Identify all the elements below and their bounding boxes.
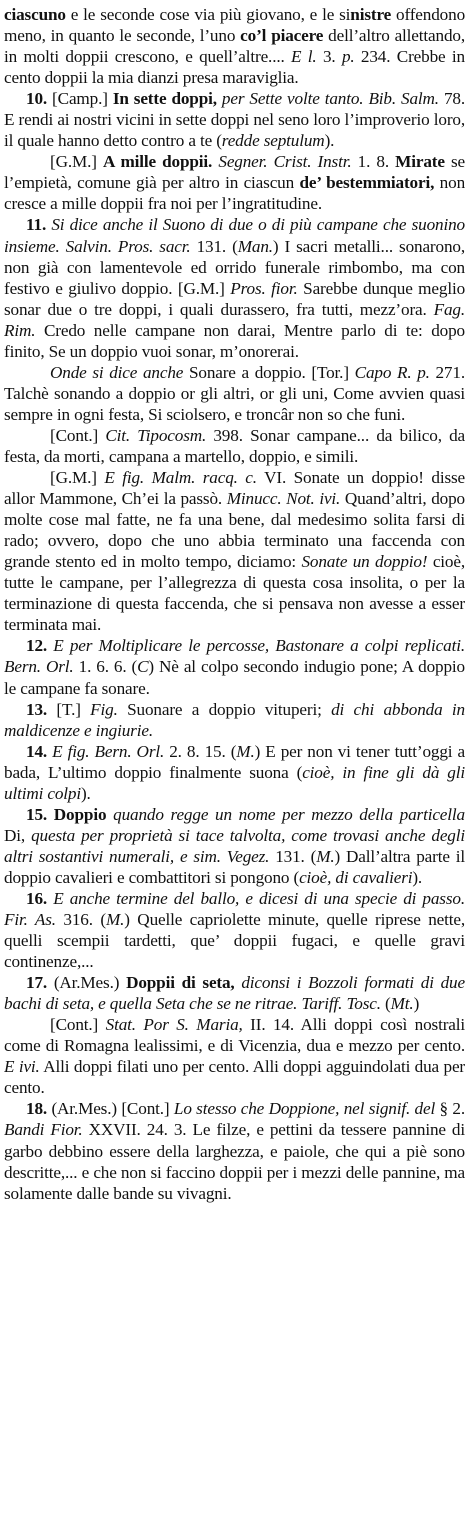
text-run: (Ar.Mes.) [Cont.]: [47, 1099, 174, 1119]
text-run: 131. (: [269, 846, 317, 866]
italic-citation: Fig.: [90, 699, 118, 719]
entry-paragraph: [4, 4, 465, 88]
bold-term: 17.: [26, 973, 48, 993]
italic-citation: C: [137, 657, 149, 677]
entry-paragraph: [4, 214, 465, 361]
italic-citation: Capo R. p.: [354, 362, 430, 382]
text-run: ).: [80, 783, 91, 803]
text-run: ) Nè al colpo secondo indugio pone; A doppio le campane fa sonare.: [4, 657, 465, 698]
italic-citation: cioè, in fine gli dà gli ultimi colpi: [4, 762, 465, 803]
text-run: Di,: [4, 825, 32, 845]
italic-citation: Fag. Rim.: [4, 299, 465, 340]
italic-citation: Sonate un doppio!: [301, 552, 428, 572]
entry-paragraph: [4, 151, 465, 214]
text-run: ).: [412, 867, 423, 887]
text-run: [47, 805, 54, 824]
italic-citation: E ivi.: [4, 1057, 40, 1077]
text-run: [Camp.]: [47, 89, 113, 109]
text-run: 1. 8.: [351, 152, 396, 172]
italic-citation: di chi abbonda in maldicenze e ingiurie.: [4, 699, 465, 740]
text-run: ): [413, 994, 420, 1014]
bold-term: 11.: [26, 215, 47, 235]
italic-citation: cioè, di cavalieri: [299, 867, 413, 887]
italic-citation: E fig. Malm. racq. c.: [104, 468, 257, 488]
entry-paragraph: [4, 741, 465, 804]
bold-term: In sette doppi,: [112, 89, 217, 109]
text-run: offendono meno, in quanto le seconde, l’uno: [4, 5, 465, 46]
bold-term: de’ bestemmiatori,: [299, 173, 435, 193]
italic-citation: Stat. Por S. Maria,: [105, 1015, 243, 1035]
bold-term: ciascuno: [4, 5, 66, 24]
italic-citation: M.: [316, 846, 335, 866]
bold-term: A mille doppii.: [103, 152, 213, 172]
text-run: 316. (: [55, 910, 106, 930]
text-run: 234. Crebbe in cento doppii la mia dianzi presa maraviglia.: [4, 47, 465, 88]
text-run: 1. 6. 6. (: [73, 657, 138, 677]
bold-term: 12.: [26, 636, 48, 656]
text-run: Sarebbe dunque meglio sonar due o tre doppi, i quali durassero, fra tutti, mezz’ora.: [4, 278, 465, 319]
text-run: [G.M.]: [50, 152, 103, 172]
text-run: [Cont.]: [50, 1015, 106, 1035]
text-run: ) Dall’altra parte il doppio cavalieri e combattitori si pongono (: [4, 846, 465, 887]
entry-paragraph: [4, 699, 465, 741]
text-run: 78. E rendi ai nostri vicini in sette doppi nel seno loro l’improverio loro, il quale hanno detto contro a te (: [4, 89, 465, 151]
text-run: 2. 8. 15. (: [164, 741, 237, 761]
text-run: Suonare a doppio vituperi;: [117, 699, 332, 719]
italic-citation: E anche termine del ballo, e dicesi di una specie di passo. Fir. As.: [4, 888, 465, 930]
text-run: [G.M.]: [50, 468, 105, 488]
italic-citation: M.: [236, 741, 255, 761]
text-run: 131. (: [190, 236, 238, 256]
italic-citation: Cit. Tipocosm.: [105, 425, 207, 445]
entry-paragraph: [4, 88, 465, 151]
text-run: [T.]: [47, 699, 91, 719]
text-run: [Cont.]: [50, 425, 106, 445]
entry-paragraph: [4, 888, 465, 972]
italic-citation: Segner. Crist. Instr.: [218, 152, 352, 172]
text-run: § 2.: [435, 1099, 465, 1119]
entry-paragraph: [4, 1098, 465, 1203]
bold-term: 10.: [26, 89, 48, 109]
bold-term: nistre: [350, 5, 392, 24]
text-run: se l’empietà, comune già per altro in ciascun: [4, 152, 465, 193]
italic-citation: Minucc. Not. ivi.: [226, 489, 341, 509]
text-run: dell’altro allettando, in molti doppii crescono, e quell’altre....: [4, 26, 465, 67]
italic-citation: Si dice anche il Suono di due o di più campane che suonino insieme. Salvin. Pros. sacr.: [4, 215, 465, 256]
text-run: non cresce a mille doppii fra noi per l’ingratitudine.: [4, 173, 465, 214]
entry-paragraph: [4, 467, 465, 635]
text-run: VI. Sonate un doppio! disse allor Mammone, Ch’ei la passò.: [4, 468, 465, 509]
italic-citation: E l.: [291, 47, 317, 67]
text-run: ) E per non vi tener tutt’oggi a bada, L’ultimo doppio finalmente suona (: [4, 741, 465, 782]
bold-term: 18.: [26, 1099, 48, 1119]
italic-citation: Man.: [237, 236, 273, 256]
bold-term: Mirate: [395, 152, 445, 172]
entry-paragraph: [4, 425, 465, 467]
bold-term: co’l piacere: [240, 26, 324, 46]
bold-term: 15.: [26, 804, 48, 824]
italic-citation: E per Moltiplicare le percosse, Bastonare a colpi replicati. Bern. Orl.: [4, 636, 465, 677]
bold-term: Doppio: [53, 804, 107, 824]
text-run: 3.: [316, 47, 342, 67]
text-run: Credo nelle campane non darai, Mentre parlo di te: dopo finito, Se un doppio vuoi sonar, m’onorerai.: [4, 320, 465, 361]
text-run: Alli doppi filati uno per cento. Alli doppi agguindolati dua per cento.: [4, 1057, 465, 1098]
entry-paragraph: [4, 804, 465, 888]
entry-paragraph: [4, 972, 465, 1014]
italic-citation: redde septulum: [221, 131, 325, 151]
italic-citation: E fig. Bern. Orl.: [52, 741, 165, 761]
text-run: ) Quelle capriolette minute, quelle riprese nette, quelli scempii tardetti, que’ doppii fugaci, e quelle gravi continenze,...: [4, 910, 465, 972]
text-run: cioè, tutte le campane, per l’allegrezza di questa cosa insolita, o per la terminazione di questa faccenda, che si pensava non avesse a esser terminata mai.: [4, 552, 465, 635]
text-run: 271. Talchè sonando a doppio or gli altri, or gli uni, Come avvien quasi sempre in ogni festa, Si sciolsero, e troncâr non so che funi.: [4, 362, 465, 424]
bold-term: 13.: [26, 699, 48, 719]
italic-citation: per Sette volte tanto. Bib. Salm.: [221, 89, 439, 109]
text-run: Sonare a doppio. [Tor.]: [183, 362, 355, 382]
italic-citation: quando regge un nome per mezzo della particella: [113, 804, 465, 824]
italic-citation: Bandi Fior.: [4, 1120, 83, 1140]
bold-term: 14.: [26, 741, 48, 761]
italic-citation: Mt.: [390, 994, 414, 1014]
text-run: e le seconde cose via più giovano, e le si: [65, 5, 351, 24]
italic-citation: diconsi i Bozzoli formati di due bachi di seta, e quella Seta che se ne ritrae. Tariff. Tosc.: [4, 973, 465, 1014]
italic-citation: Pros. fior.: [230, 278, 298, 298]
entry-paragraph: [4, 1014, 465, 1098]
text-run: ) I sacri metalli... sonarono, non già con lamentevole ed orrido funerale rimbombo, ma con festivo e giulivo doppio. [G.M.]: [4, 236, 465, 298]
text-run: XXVII. 24. 3. Le filze, e pettini da tessere pannine di garbo debbino essere della larghezza, e paiole, che qui a piè sono descritte,... e che non si faccino doppiі per i mezzi delle pannine, ma solamente dalle bande su vivagni.: [4, 1120, 465, 1203]
italic-citation: Lo stesso che Doppione, nel signif. del: [173, 1099, 436, 1119]
dictionary-page-text: [4, 4, 465, 1530]
text-run: (: [380, 994, 391, 1014]
text-run: 398. Sonar campane... da bilico, da festa, da morti, campana a martello, doppio, e simili.: [4, 425, 465, 466]
italic-citation: p.: [341, 47, 355, 67]
italic-citation: M.: [105, 910, 125, 930]
bold-term: 16.: [26, 888, 48, 908]
text-run: Quand’altri, dopo molte cose mal fatte, ne fa una bene, dal medesimo solita farsi di rado; ovvero, dopo che uno abbia terminato una faccenda con grande stento ed in molto tempo, diciamo:: [4, 489, 465, 572]
text-run: II. 14. Alli doppi così nostrali come di Romagna lealissimi, e di Vicenzia, dua e mezzo per cento.: [4, 1015, 465, 1056]
entry-paragraph: [4, 635, 465, 698]
text-run: (Ar.Mes.): [47, 973, 127, 993]
italic-citation: questa per proprietà si tace talvolta, come trovasi anche degli altri sostantivi numerali, e sim. Vegez.: [4, 825, 465, 866]
text-run: ).: [324, 131, 335, 151]
bold-term: Doppii di seta,: [126, 973, 235, 993]
italic-citation: Onde si dice anche: [50, 362, 184, 382]
entry-paragraph: [4, 362, 465, 425]
